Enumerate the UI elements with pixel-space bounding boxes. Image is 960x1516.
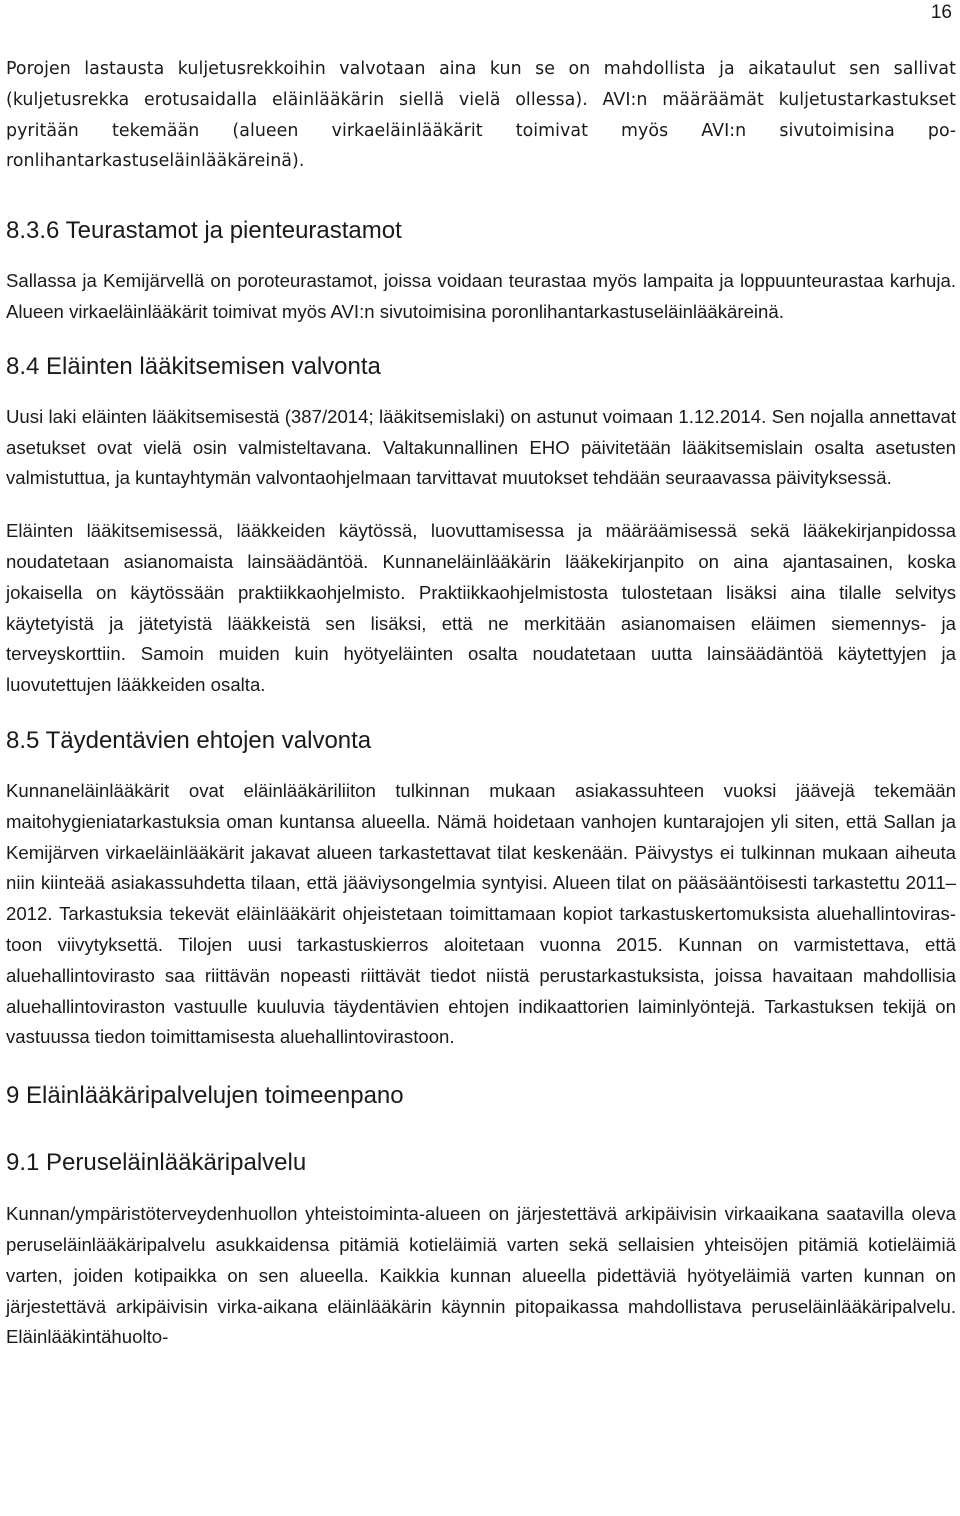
section-8-4-paragraph-1: Uusi laki eläinten lääkitsemisestä (387/2014; lääkitsemislaki) on astunut voimaan 1.12.2014. Sen nojalla annettavat asetukset ovat vielä osin valmisteltavana. Valtakunnallinen EHO päivitetään lääkitsemislain osalta asetusten valmistuttua, ja kuntayhtymän valvontaohjelmaan tarvittavat muutokset tehdään seuraavassa päivityksessä. [6,405,956,489]
section-heading-8-4: 8.4 Eläinten lääkitsemisen valvonta [6,352,381,380]
section-heading-8-5: 8.5 Täydentävien ehtojen valvonta [6,726,372,754]
section-9-1-paragraph: Kunnan/ympäristöterveydenhuollon yhteistoiminta-alueen on järjestettävä arkipäivisin virkaaikana saatavilla oleva peruseläinlääkäripalvelu asukkaidensa pitämiä kotieläimiä varten sekä sellaisien yhteisöjen pitämiä kotieläimiä varten, joiden kotipaikka on sen alueella. Kaikkia kunnan alueella pidettäviä hyötyeläimiä varten kunnan on järjestettävä arkipäivisin virka-aikana eläinlääkärin käynnin pitopaikassa mahdollistava peruseläinlääkäripalvelu. Eläinlääkintähuolto- [6,1203,956,1348]
section-heading-8-3-6: 8.3.6 Teurastamot ja pienteurastamot [6,217,402,245]
intro-paragraph: Porojen lastausta kuljetusrekkoihin valvotaan aina kun se on mahdollista ja aikataulut sen sallivat (kuljetusrekka erotusaidalla eläinlääkärin siellä vielä ollessa). AVI:n määräämät kuljetustarkastukset pyritään tekemään (alueen virkaeläinlääkärit toimivat myös AVI:n sivutoimisina poronlihantarkastuseläinlääkäreinä). [6,59,956,172]
section-heading-9: 9 Eläinlääkäripalvelujen toimeenpano [6,1082,404,1110]
page-number: 16 [930,2,952,23]
document-body [6,54,956,1353]
section-8-4-paragraph-2: Eläinten lääkitsemisessä, lääkkeiden käytössä, luovuttamisessa ja määräämisessä sekä lääkekirjanpidossa noudatetaan asianomaista lainsäädäntöä. Kunnaneläinlääkärin lääkekirjanpito on aina ajantasainen, koska jokaisella on käytössään praktiikkaohjelmisto. Praktiikkaohjelmistosta tulostetaan lisäksi aina tilalle selvitys käytetyistä ja jätetyistä lääkkeistä sen lisäksi, että ne merkitään asianomaisen eläimen siemennys- ja terveyskorttiin. Samoin muiden kuin hyötyeläinten osalta noudatetaan uutta lainsäädäntöä käytettyjen ja luovutettujen lääkkeiden osalta. [6,520,956,696]
section-8-5-paragraph: Kunnaneläinlääkärit ovat eläinlääkäriliiton tulkinnan mukaan asiakassuhteen vuoksi jäävejä tekemään maitohygieniatarkastuksia oman kuntansa alueella. Nämä hoidetaan vanhojen kuntarajojen yli siten, että Sallan ja Kemijärven virkaeläinlääkärit jakavat alueen tarkastettavat tilat keskenään. Päivystys ei tulkinnan mukaan aiheuta niin kiinteää asiakassuhdetta tilaan, että jääviysongelmia syntyisi. Alueen tilat on pääsääntöisesti tarkastettu 2011–2012. Tarkastuksia tekevät eläinlääkärit ohjeistetaan toimittamaan kopiot tarkastuskertomuksista aluehallintovirastoon viivytyksettä. Tilojen uusi tarkastuskierros aloitetaan vuonna 2015. Kunnan on varmistettava, että aluehallintovirasto saa riittävän nopeasti riittävät tiedot niistä perustarkastuksista, joissa havaitaan mahdollisia aluehallintoviraston vastuulle kuuluvia täydentävien ehtojen indikaattorien laiminlyöntejä. Tarkastuksen tekijä on vastuussa tiedon toimittamisesta aluehallintovirastoon. [6,779,956,1048]
section-heading-9-1: 9.1 Peruseläinlääkäripalvelu [6,1149,307,1177]
section-8-3-6-paragraph: Sallassa ja Kemijärvellä on poroteurastamot, joissa voidaan teurastaa myös lampaita ja loppuunteurastaa karhuja. Alueen virkaeläinlääkärit toimivat myös AVI:n sivutoimisina poronlihantarkastuseläinlääkäreinä. [6,270,956,322]
